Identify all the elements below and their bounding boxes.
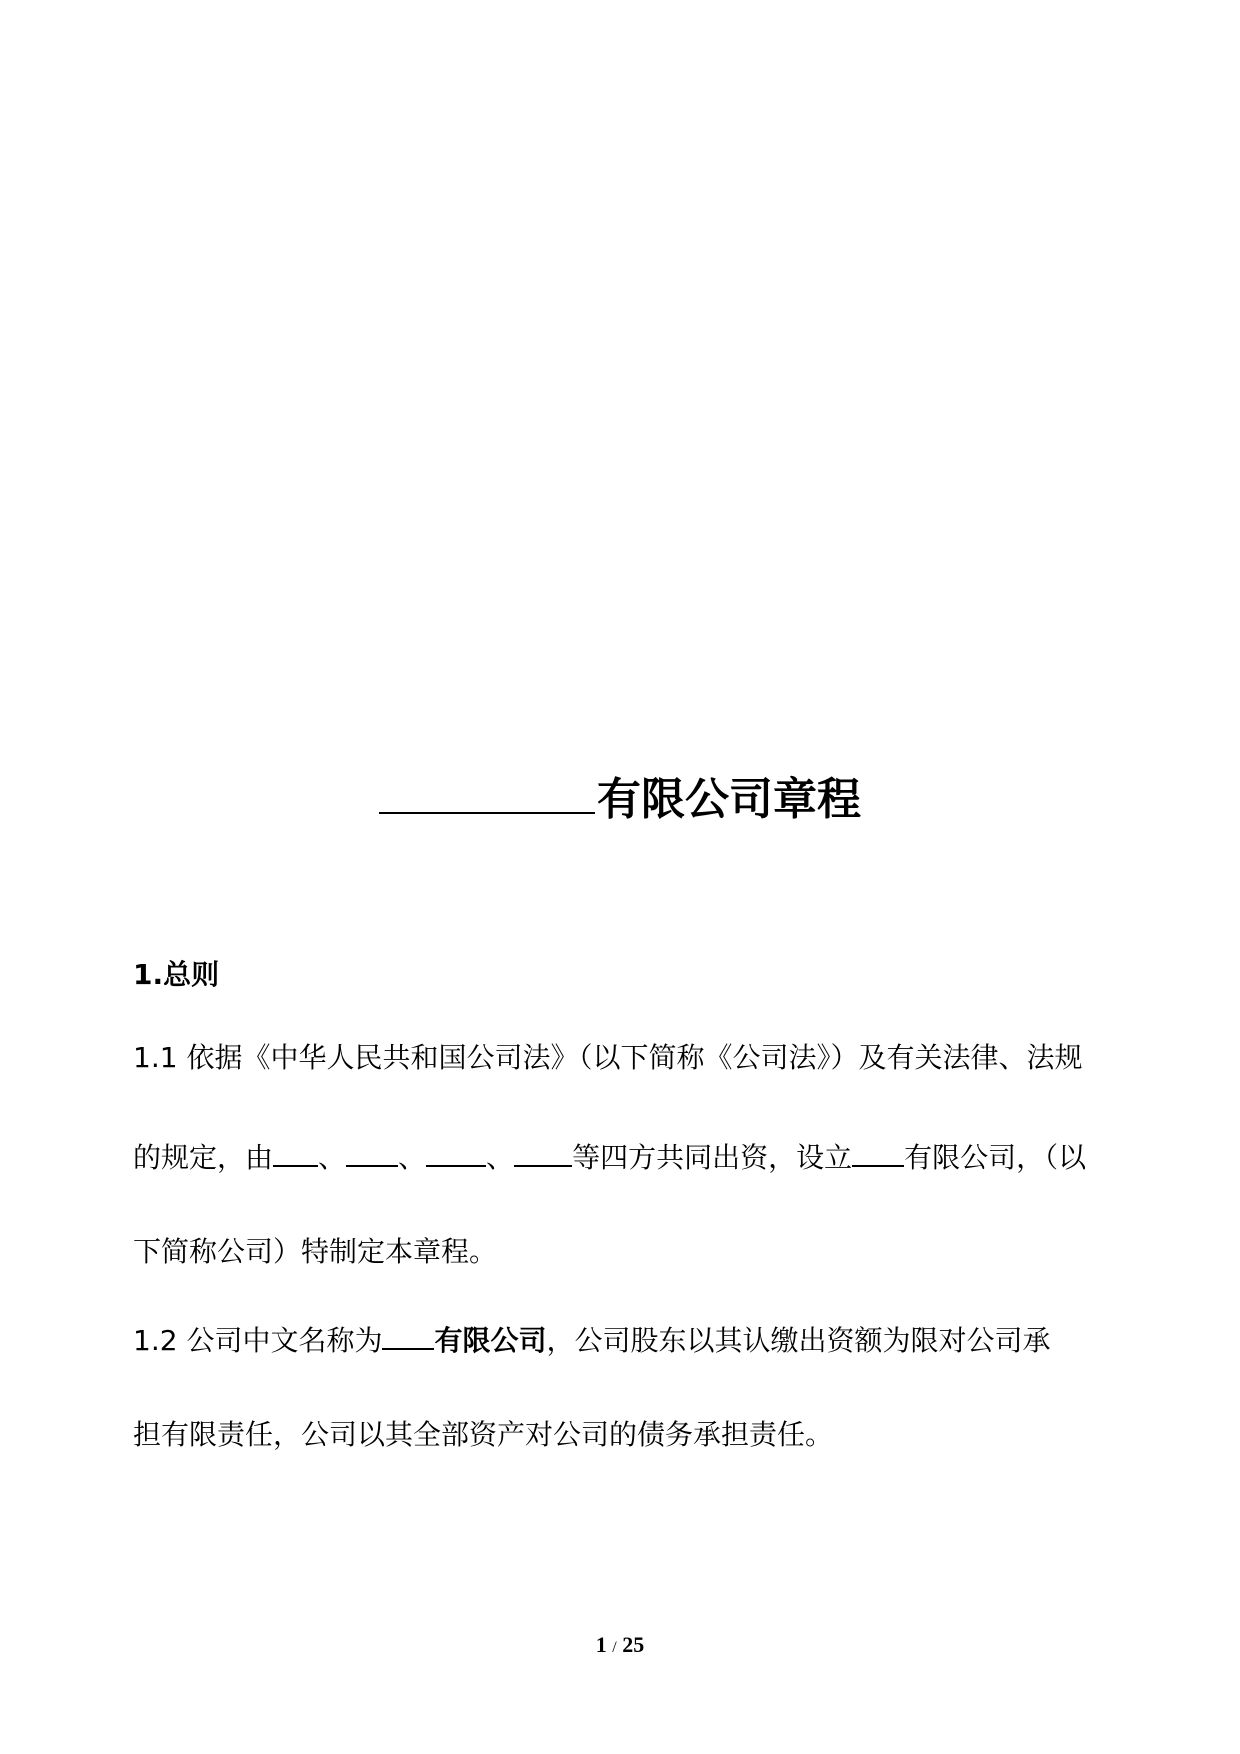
clause-1-1-line-3 — [133, 1232, 497, 1272]
separator: 、 — [318, 1141, 347, 1174]
page-separator: / — [612, 1639, 617, 1656]
company-name-blank — [379, 768, 595, 814]
separator: 、 — [486, 1141, 515, 1174]
clause-text: 的规定，由 — [133, 1141, 274, 1174]
document-title — [0, 768, 1240, 830]
document-title-text: 有限公司章程 — [597, 774, 861, 825]
shareholder-2-blank — [346, 1135, 398, 1167]
clause-text: 担有限责任，公司以其全部资产对公司的债务承担责任。 — [133, 1418, 834, 1451]
page-number-footer — [0, 1630, 1240, 1663]
separator: 、 — [398, 1141, 427, 1174]
company-name-bold: 有限公司 — [434, 1324, 547, 1357]
clause-text: 下简称公司）特制定本章程。 — [133, 1235, 498, 1268]
company-name-blank — [382, 1318, 434, 1350]
shareholder-3-blank — [426, 1135, 486, 1167]
clause-text: 等四方共同出资，设立 — [572, 1141, 853, 1174]
clause-number: 1.2 — [133, 1324, 178, 1357]
company-name-blank — [852, 1135, 904, 1167]
clause-text: 公司中文名称为 — [186, 1324, 383, 1357]
clause-1-2-line-1 — [133, 1318, 1050, 1361]
current-page-number: 1 — [595, 1632, 607, 1657]
shareholder-1-blank — [273, 1135, 318, 1167]
clause-text: 有限公司，（以 — [904, 1141, 1087, 1174]
shareholder-4-blank — [514, 1135, 572, 1167]
clause-1-1-line-1 — [133, 1038, 1082, 1078]
clause-1-2-line-2 — [133, 1415, 833, 1455]
clause-1-1-line-2 — [133, 1135, 1086, 1178]
section-heading: 1.总则 — [133, 958, 220, 991]
clause-text: 依据《中华人民共和国公司法》（以下简称《公司法》）及有关法律、法规 — [186, 1041, 1083, 1074]
clause-text: ，公司股东以其认缴出资额为限对公司承 — [546, 1324, 1051, 1357]
clause-number: 1.1 — [133, 1041, 178, 1074]
total-pages: 25 — [622, 1632, 645, 1657]
